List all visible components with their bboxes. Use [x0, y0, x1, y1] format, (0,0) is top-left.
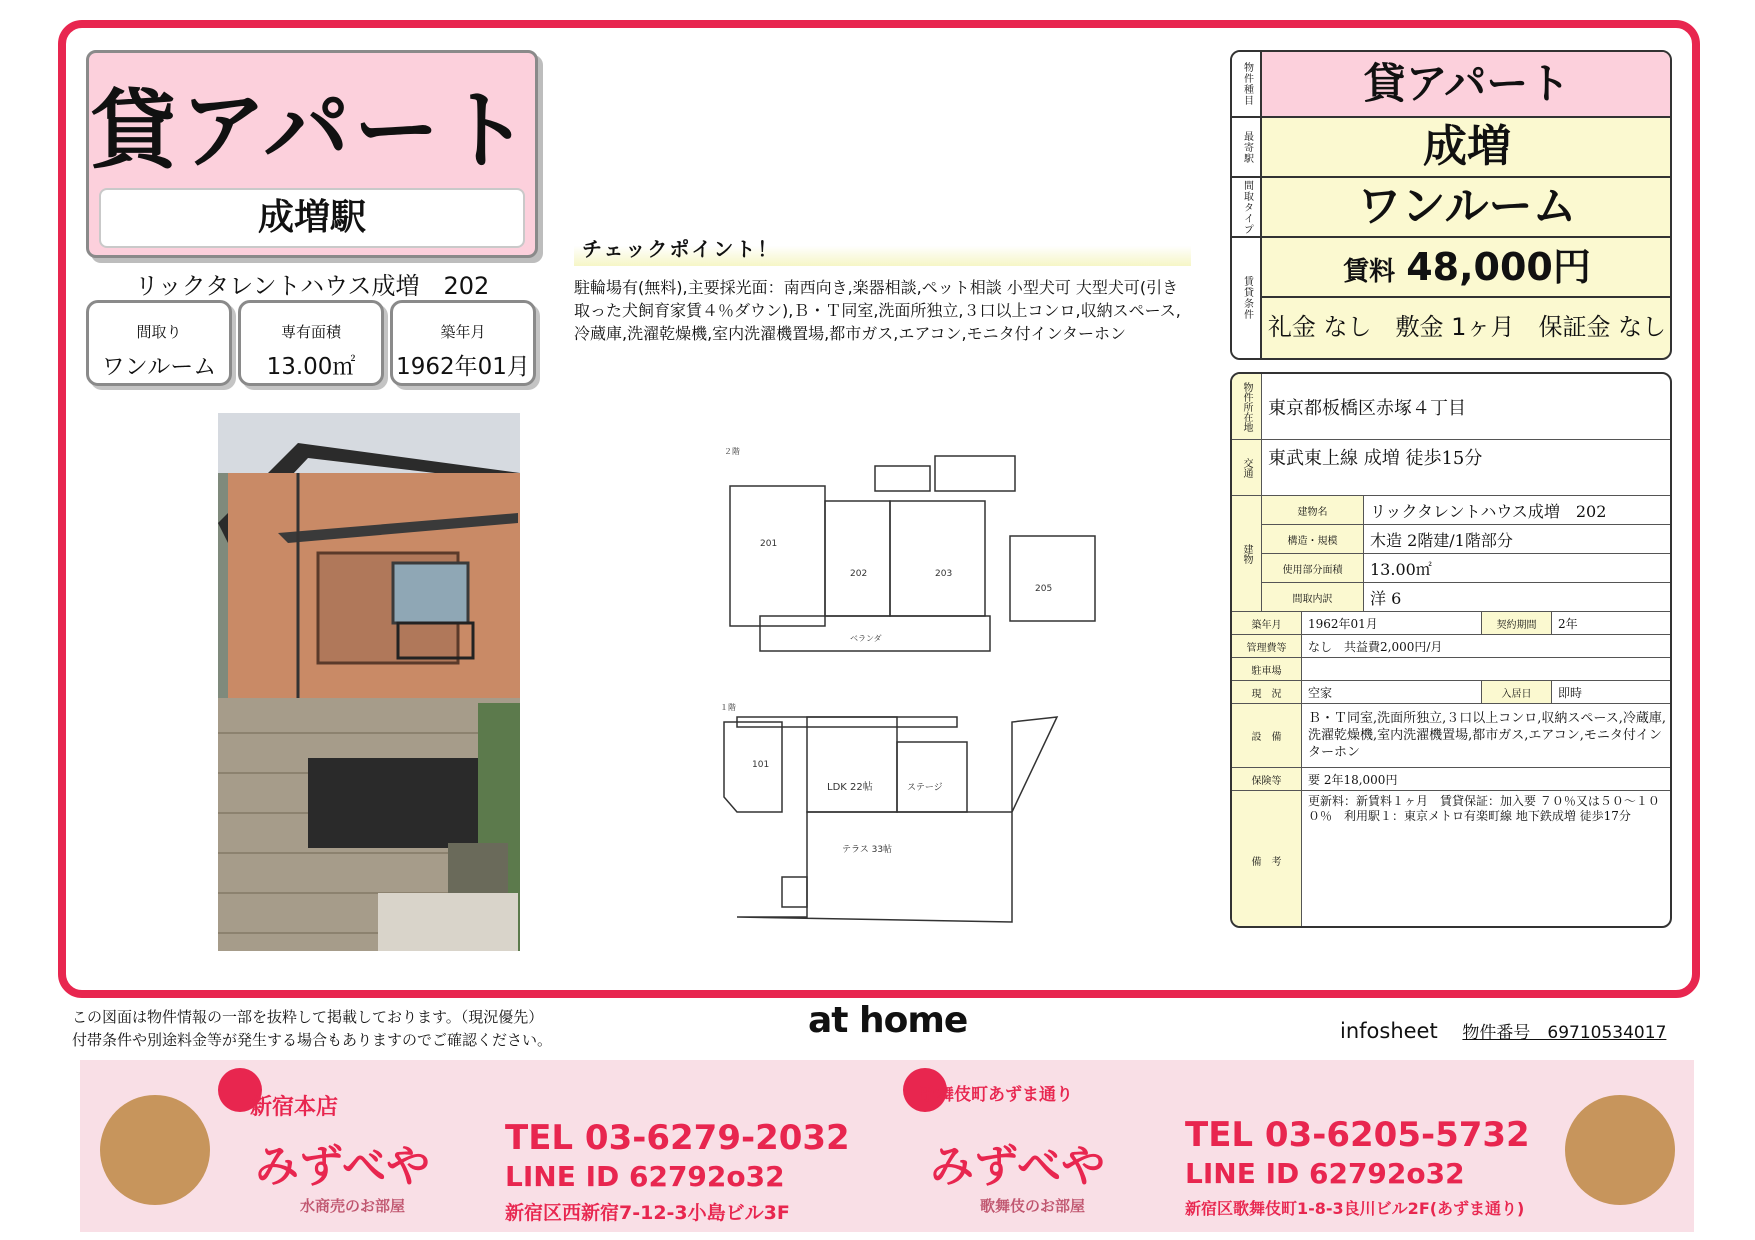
shop2-name: みずべや [930, 1141, 1106, 1192]
floorplan-2f [710, 446, 1110, 671]
shop2-sub: 歌舞伎のお部屋 [980, 1197, 1086, 1215]
rent-label: 賃料 [1343, 257, 1396, 287]
shop2-tel: TEL 03-6205-5732 [1185, 1115, 1530, 1155]
shop1-tag: 新宿本店 [250, 1095, 339, 1120]
checkpoint-text: 駐輪場有(無料),主要採光面：南西向き,楽器相談,ペット相談 小型犬可 大型犬可(引き取った犬飼育家賃４％ダウン),Ｂ・Ｔ同室,洗面所独立,３口以上コンロ,収納スペース,冷蔵庫,洗濯乾燥機,室内洗濯機置場,都市ガス,エアコン,モニタ付インターホン [574, 278, 1181, 343]
room-205: 205 [1035, 584, 1053, 594]
mgmt-label: 管理費等 [1232, 635, 1302, 658]
property-number: 物件番号 69710534017 [1462, 1023, 1667, 1043]
status-label: 現 況 [1232, 681, 1302, 704]
footer-note-1: この図面は物件情報の一部を抜粋して掲載しております。（現況優先） [72, 1008, 544, 1026]
infosheet [1340, 1018, 1666, 1043]
spec-value: ワンルーム [101, 354, 217, 380]
transport-value: 東武東上線 成増 徒歩15分 [1262, 440, 1672, 496]
mgmt-value: なし 共益費2,000円/月 [1302, 635, 1672, 658]
shop2-addr: 新宿区歌舞伎町1-8-3良川ビル2F(あずま通り) [1185, 1199, 1525, 1218]
footer-note-2: 付帯条件や別途料金等が発生する場合もありますのでご確認ください。 [72, 1031, 553, 1049]
row-label: 建物名 [1262, 496, 1364, 525]
veranda-label: ベランダ [850, 634, 882, 643]
row-value: リックタレントハウス成増 202 [1364, 496, 1672, 525]
summary-type: 貸アパート [1262, 52, 1672, 118]
shop1-sub: 水商売のお部屋 [300, 1197, 406, 1215]
spec-built [390, 300, 536, 386]
row-value: 洋 6 [1364, 583, 1672, 612]
shop2-tag: 歌舞伎町あずま通り [920, 1085, 1073, 1105]
ad-banner [80, 1060, 1694, 1232]
parking-label: 駐車場 [1232, 658, 1302, 681]
property-type-title: 貸アパート [90, 81, 534, 181]
movein-label: 入居日 [1482, 681, 1552, 704]
status-value: 空家 [1302, 681, 1482, 704]
address-value: 東京都板橋区赤塚４丁目 [1262, 374, 1672, 440]
footer-note [72, 1006, 552, 1052]
movein-value: 即時 [1552, 681, 1672, 704]
checkpoint-title: チェックポイント！ [574, 232, 1191, 266]
summary-side [1232, 52, 1262, 358]
floor2-label: ２階 [724, 447, 740, 456]
summary-layout: ワンルーム [1262, 178, 1672, 238]
building-photo [218, 413, 520, 951]
remarks-value: 更新料：新賃料１ヶ月 賃貸保証：加入要 ７０％又は５０～１００％ 利用駅１：東京メトロ有楽町線 地下鉄成増 徒歩17分 [1302, 791, 1672, 928]
parking-value [1302, 658, 1672, 681]
terrace-label: テラス 33帖 [842, 845, 893, 855]
transport-label: 交通 [1232, 440, 1262, 496]
stage-label: ステージ [907, 783, 943, 793]
infosheet-label: infosheet [1340, 1019, 1438, 1043]
label-conditions: 賃貸条件 [1241, 276, 1253, 320]
bear-icon [100, 1095, 210, 1205]
spec-label: 築年月 [440, 323, 486, 341]
contract-value: 2年 [1552, 612, 1672, 635]
built-label: 築年月 [1232, 612, 1302, 635]
remarks-label: 備 考 [1232, 791, 1302, 928]
label-type: 物件種目 [1232, 52, 1262, 118]
title-card [86, 50, 538, 258]
row-value: 13.00㎡ [1364, 554, 1672, 583]
shop1-line: LINE ID 62792o32 [505, 1160, 785, 1193]
built-value: 1962年01月 [1302, 612, 1482, 635]
equip-value: Ｂ・Ｔ同室,洗面所独立,３口以上コンロ,収納スペース,冷蔵庫,洗濯乾燥機,室内洗濯機置場,都市ガス,エアコン,モニタ付インターホン [1302, 704, 1672, 768]
summary-rent [1262, 238, 1672, 298]
row-label: 間取内訳 [1262, 583, 1364, 612]
contract-label: 契約期間 [1482, 612, 1552, 635]
insurance-value: 要 2年18,000円 [1302, 768, 1672, 791]
label-station: 最寄駅 [1232, 118, 1262, 178]
spec-value: 1962年01月 [396, 354, 530, 380]
details-panel [1230, 372, 1672, 928]
floorplan-1f [712, 702, 1077, 934]
spec-label: 専有面積 [280, 323, 341, 341]
label-layout: 間取タイプ [1232, 178, 1262, 238]
station-title: 成増駅 [99, 188, 525, 248]
building-name: リックタレントハウス成増 202 [134, 272, 490, 300]
ldk-label: LDK 22帖 [827, 782, 873, 793]
shop2-line: LINE ID 62792o32 [1185, 1157, 1465, 1190]
insurance-label: 保険等 [1232, 768, 1302, 791]
equip-label: 設 備 [1232, 704, 1302, 768]
spec-value: 13.00㎡ [266, 354, 356, 380]
row-value: 木造 2階建/1階部分 [1364, 525, 1672, 554]
building-label: 建物 [1232, 496, 1262, 612]
spec-area [238, 300, 384, 386]
summary-conditions: 礼金 なし 敷金 1ヶ月 保証金 なし [1267, 313, 1667, 341]
shop1-name: みずべや [255, 1141, 431, 1192]
spec-label: 間取り [136, 323, 182, 341]
floor1-label: １階 [720, 703, 736, 712]
address-label: 物件所在地 [1232, 374, 1262, 440]
athome-logo: at home [808, 1000, 968, 1041]
shop1-tel: TEL 03-6279-2032 [505, 1118, 850, 1158]
room-101: 101 [752, 760, 770, 770]
room-201: 201 [760, 539, 778, 549]
spec-layout [86, 300, 232, 386]
room-202: 202 [850, 569, 868, 579]
rent-value: 48,000円 [1406, 245, 1591, 289]
room-203: 203 [935, 569, 953, 579]
shop1-addr: 新宿区西新宿7-12-3小島ビル3F [505, 1202, 790, 1224]
row-label: 構造・規模 [1262, 525, 1364, 554]
summary-station: 成増 [1262, 118, 1672, 178]
summary-panel [1230, 50, 1672, 360]
row-label: 使用部分面積 [1262, 554, 1364, 583]
